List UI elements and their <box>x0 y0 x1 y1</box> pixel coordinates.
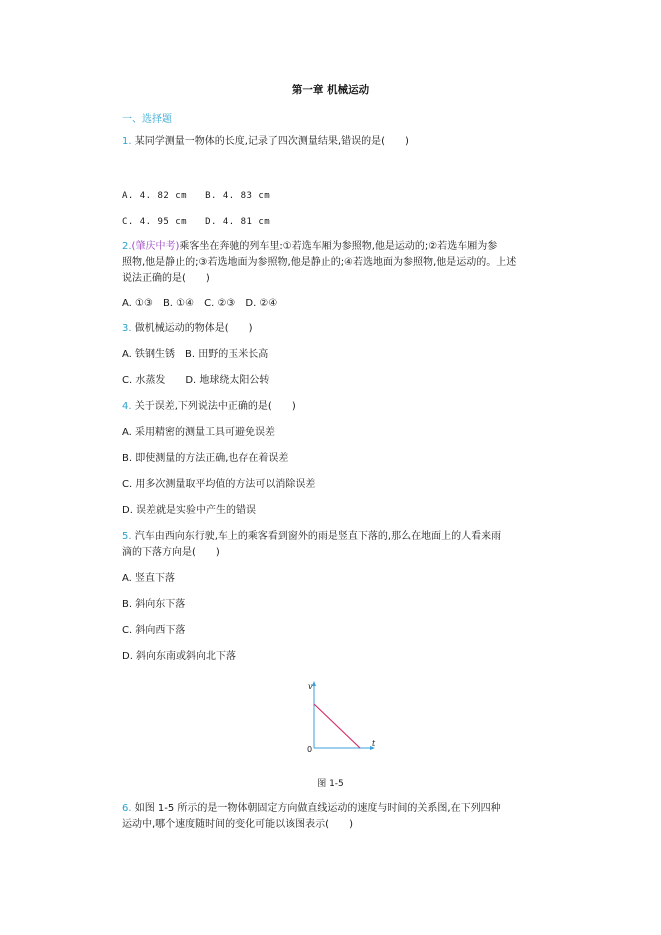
x-axis-label: t <box>372 739 376 748</box>
question-5-option-d: D. 斜向东南或斜向北下落 <box>122 651 237 662</box>
question-4-option-a: A. 采用精密的测量工具可避免误差 <box>122 427 276 438</box>
question-3 <box>122 323 253 335</box>
question-4 <box>122 401 296 413</box>
option-d: D. 4. 81 cm <box>205 217 271 227</box>
question-number: 2. <box>122 241 132 252</box>
question-text-line-1: 汽车由西向东行驶,车上的乘客看到窗外的雨是竖直下落的,那么在地面上的人看来雨 <box>134 531 502 542</box>
option-b: B. 4. 83 cm <box>205 191 271 201</box>
question-5-option-b: B. 斜向东下落 <box>122 599 186 610</box>
question-text: 某同学测量一物体的长度,记录了四次测量结果,错误的是( ) <box>134 136 409 147</box>
y-axis-arrow <box>312 681 316 686</box>
question-1 <box>122 136 409 148</box>
question-5-line-2: 滴的下落方向是( ) <box>122 547 220 558</box>
question-number: 1. <box>122 136 132 147</box>
question-2-line-2: 照物,他是静止的;③若选地面为参照物,他是静止的;④若选地面为参照物,他是运动的。上述 <box>122 257 517 268</box>
question-4-option-b: B. 即使测量的方法正确,也存在着误差 <box>122 453 289 464</box>
question-number: 3. <box>122 323 132 334</box>
question-1-options-cd <box>122 216 270 228</box>
question-3-options-cd: C. 水蒸发 D. 地球绕太阳公转 <box>122 375 270 386</box>
question-1-options-ab <box>122 190 270 202</box>
question-6 <box>122 803 501 815</box>
y-axis-label: v <box>308 682 313 691</box>
figure-caption: 图 1-5 <box>317 779 344 789</box>
question-5 <box>122 531 501 543</box>
question-number: 6. <box>122 803 132 814</box>
question-2-line-3: 说法正确的是( ) <box>122 273 210 284</box>
option-c: C. 4. 95 cm <box>122 217 188 227</box>
question-6-line-2: 运动中,哪个速度随时间的变化可能以该图表示( ) <box>122 819 353 830</box>
question-2-options: A. ①③ B. ①④ C. ②③ D. ②④ <box>122 298 278 309</box>
question-4-option-c: C. 用多次测量取平均值的方法可以消除误差 <box>122 479 316 490</box>
velocity-time-graph <box>300 678 380 756</box>
question-5-option-a: A. 竖直下落 <box>122 573 176 584</box>
question-5-option-c: C. 斜向西下落 <box>122 625 186 636</box>
question-source: (肇庆中考) <box>131 241 180 252</box>
question-text-line-1: 如图 1-5 所示的是一物体朝固定方向做直线运动的速度与时间的关系图,在下列四种 <box>134 803 501 814</box>
question-3-options-ab: A. 铁钢生锈 B. 田野的玉米长高 <box>122 349 269 360</box>
section-heading: 一、选择题 <box>122 114 172 125</box>
question-text: 关于误差,下列说法中正确的是( ) <box>134 401 296 412</box>
option-a: A. 4. 82 cm <box>122 191 188 201</box>
question-text: 做机械运动的物体是( ) <box>134 323 253 334</box>
chapter-title: 第一章 机械运动 <box>291 84 370 96</box>
question-number: 5. <box>122 531 132 542</box>
origin-label: 0 <box>307 745 313 754</box>
velocity-line <box>314 704 360 748</box>
question-number: 4. <box>122 401 132 412</box>
question-4-option-d: D. 误差就是实验中产生的错误 <box>122 505 257 516</box>
question-text-line-1: 乘客坐在奔驰的列车里:①若选车厢为参照物,他是运动的;②若选车厢为参 <box>179 241 498 252</box>
question-2 <box>122 241 497 253</box>
